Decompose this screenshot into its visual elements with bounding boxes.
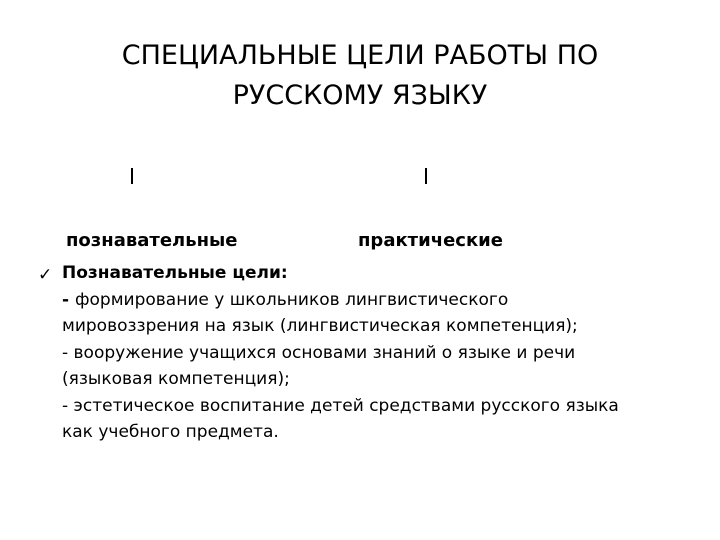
goals-heading: Познавательные цели: [62, 263, 288, 283]
branch-marker-right [425, 168, 427, 184]
category-practical: практические [358, 230, 504, 251]
title-line-2: РУССКОМУ ЯЗЫКУ [232, 80, 488, 111]
goals-text [62, 260, 688, 446]
goal-line: - эстетическое воспитание детей средствами русского языка [62, 395, 619, 416]
goal-dash: - [62, 289, 75, 310]
goal-line: мировоззрения на язык (лингвистическая компетенция); [62, 316, 578, 336]
goal-line: как учебного предмета. [62, 422, 279, 442]
branch-marker-left [131, 168, 133, 184]
page-title [0, 36, 720, 116]
goal-line [62, 287, 688, 314]
goals-list [38, 260, 688, 446]
title-line-1: СПЕЦИАЛЬНЫЕ ЦЕЛИ РАБОТЫ ПО [121, 40, 599, 71]
goal-line: - вооружение учащихся основами знаний о языке и речи [62, 342, 576, 363]
category-cognitive: познавательные [66, 230, 238, 251]
goal-line: (языковая компетенция); [62, 369, 290, 389]
goal-line-text: формирование у школьников лингвистического [74, 289, 509, 310]
checkmark-icon: ✓ [38, 265, 53, 285]
